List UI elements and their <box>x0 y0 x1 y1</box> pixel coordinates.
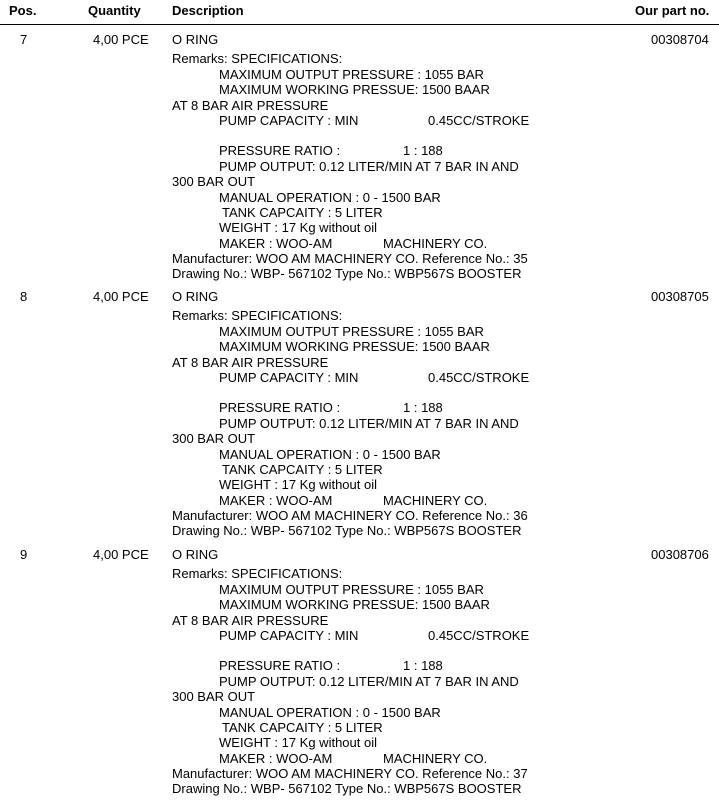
header-description: Description <box>172 3 244 18</box>
header-part-no: Our part no. <box>635 3 710 18</box>
item-title: O RING <box>172 547 219 562</box>
description-line: MAXIMUM WORKING PRESSUE: 1500 BAAR <box>219 597 490 612</box>
description-line: PRESSURE RATIO : <box>219 658 341 673</box>
description-line: MAKER : WOO-AM <box>219 751 333 766</box>
quantity-value: 4,00 PCE <box>93 32 149 47</box>
description-line: Drawing No.: WBP- 567102 Type No.: WBP567S BOOSTER <box>172 523 522 538</box>
description-line: 300 BAR OUT <box>172 431 256 446</box>
description-line: WEIGHT : 17 Kg without oil <box>219 735 377 750</box>
item-title: O RING <box>172 289 219 304</box>
description-line: Manufacturer: WOO AM MACHINERY CO. Reference No.: 35 <box>172 251 528 266</box>
description-line: PUMP OUTPUT: 0.12 LITER/MIN AT 7 BAR IN AND <box>219 159 519 174</box>
description-line: TANK CAPCAITY : 5 LITER <box>222 205 383 220</box>
description-line: AT 8 BAR AIR PRESSURE <box>172 355 329 370</box>
description-line: MANUAL OPERATION : 0 - 1500 BAR <box>219 705 441 720</box>
description-value: 0.45CC/STROKE <box>428 628 530 643</box>
description-line: AT 8 BAR AIR PRESSURE <box>172 613 329 628</box>
description-line: PRESSURE RATIO : <box>219 400 341 415</box>
description-line: Manufacturer: WOO AM MACHINERY CO. Reference No.: 37 <box>172 766 528 781</box>
description-value: MACHINERY CO. <box>383 493 488 508</box>
description-line: PRESSURE RATIO : <box>219 143 341 158</box>
description-line: 300 BAR OUT <box>172 689 256 704</box>
description-line: Manufacturer: WOO AM MACHINERY CO. Reference No.: 36 <box>172 508 528 523</box>
description-value: 0.45CC/STROKE <box>428 113 530 128</box>
description-line: Drawing No.: WBP- 567102 Type No.: WBP567S BOOSTER <box>172 266 522 281</box>
description-line: AT 8 BAR AIR PRESSURE <box>172 98 329 113</box>
part-number: 00308704 <box>651 32 709 47</box>
description-line: 300 BAR OUT <box>172 174 256 189</box>
description-value: MACHINERY CO. <box>383 751 488 766</box>
position-number: 9 <box>20 547 28 562</box>
description-line: Remarks: SPECIFICATIONS: <box>172 308 343 323</box>
part-number: 00308705 <box>651 289 709 304</box>
item-title: O RING <box>172 32 219 47</box>
description-value: 0.45CC/STROKE <box>428 370 530 385</box>
description-line: PUMP CAPACITY : MIN <box>219 370 359 385</box>
description-value: MACHINERY CO. <box>383 236 488 251</box>
quantity-value: 4,00 PCE <box>93 547 149 562</box>
description-line: PUMP OUTPUT: 0.12 LITER/MIN AT 7 BAR IN AND <box>219 674 519 689</box>
description-line: MAXIMUM WORKING PRESSUE: 1500 BAAR <box>219 339 490 354</box>
description-line: Remarks: SPECIFICATIONS: <box>172 51 343 66</box>
header-quantity: Quantity <box>88 3 141 18</box>
description-value: 1 : 188 <box>403 143 443 158</box>
description-line: MANUAL OPERATION : 0 - 1500 BAR <box>219 190 441 205</box>
description-line: MAXIMUM WORKING PRESSUE: 1500 BAAR <box>219 82 490 97</box>
description-line: TANK CAPCAITY : 5 LITER <box>222 462 383 477</box>
description-line: TANK CAPCAITY : 5 LITER <box>222 720 383 735</box>
header-divider <box>0 24 719 25</box>
description-line: MAXIMUM OUTPUT PRESSURE : 1055 BAR <box>219 324 484 339</box>
description-line: PUMP OUTPUT: 0.12 LITER/MIN AT 7 BAR IN AND <box>219 416 519 431</box>
description-line: MAXIMUM OUTPUT PRESSURE : 1055 BAR <box>219 582 484 597</box>
description-line: MAXIMUM OUTPUT PRESSURE : 1055 BAR <box>219 67 484 82</box>
description-line: PUMP CAPACITY : MIN <box>219 113 359 128</box>
description-line: MAKER : WOO-AM <box>219 236 333 251</box>
description-line: MAKER : WOO-AM <box>219 493 333 508</box>
description-value: 1 : 188 <box>403 658 443 673</box>
position-number: 7 <box>20 32 28 47</box>
description-value: 1 : 188 <box>403 400 443 415</box>
position-number: 8 <box>20 289 28 304</box>
description-line: WEIGHT : 17 Kg without oil <box>219 220 377 235</box>
quantity-value: 4,00 PCE <box>93 289 149 304</box>
part-number: 00308706 <box>651 547 709 562</box>
description-line: PUMP CAPACITY : MIN <box>219 628 359 643</box>
header-pos: Pos. <box>9 3 37 18</box>
description-line: Drawing No.: WBP- 567102 Type No.: WBP567S BOOSTER <box>172 781 522 796</box>
description-line: Remarks: SPECIFICATIONS: <box>172 566 343 581</box>
description-line: WEIGHT : 17 Kg without oil <box>219 477 377 492</box>
description-line: MANUAL OPERATION : 0 - 1500 BAR <box>219 447 441 462</box>
